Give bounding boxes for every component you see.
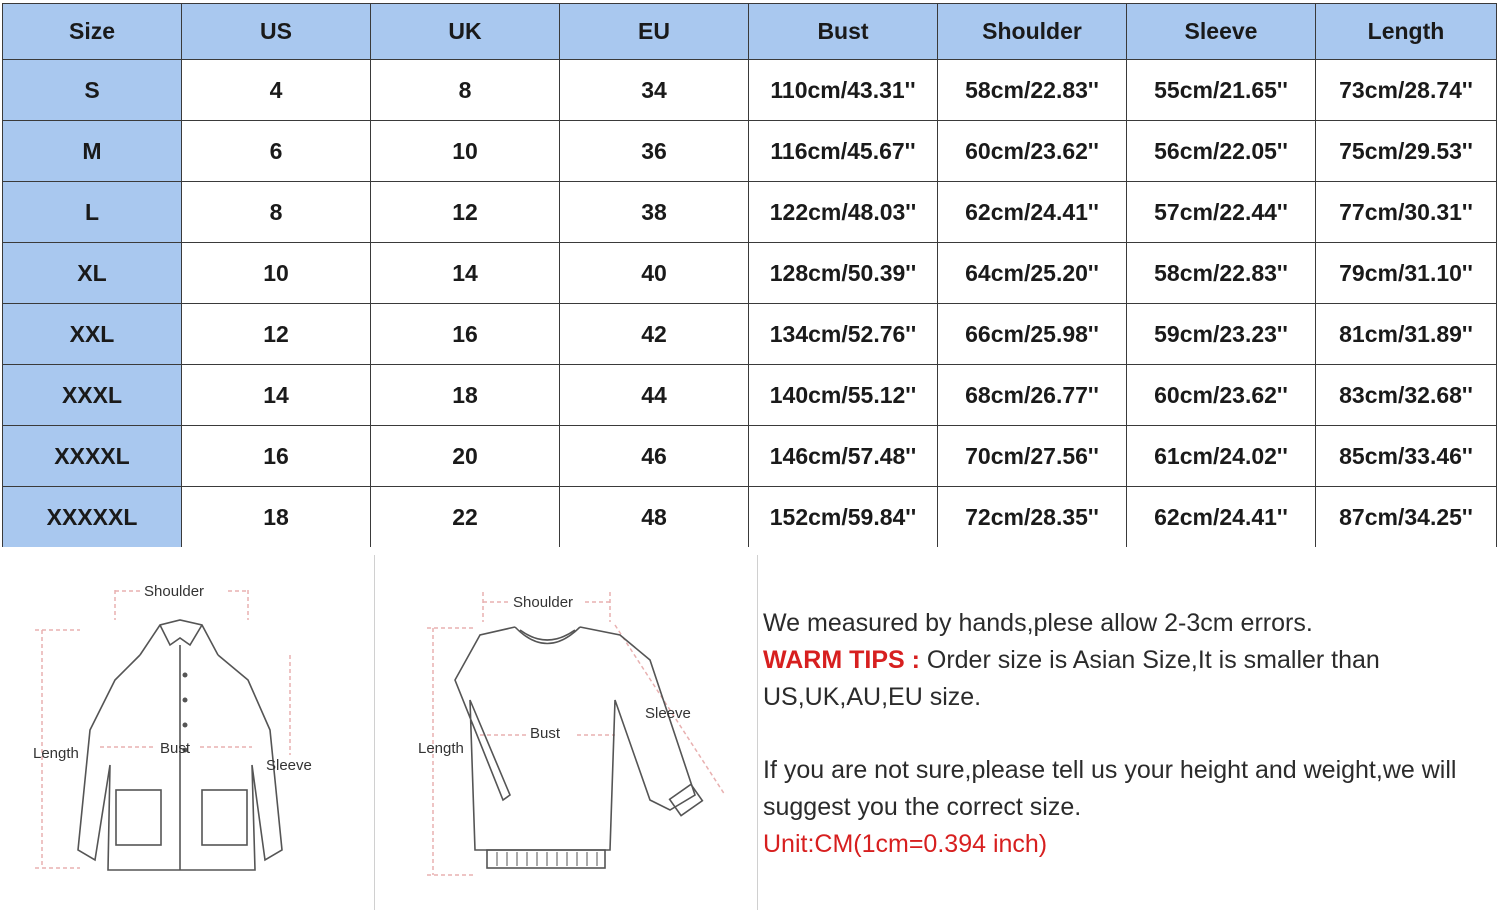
- table-row: [3, 121, 1497, 182]
- table-cell: 62cm/24.41'': [1127, 487, 1316, 548]
- table-cell: 83cm/32.68'': [1316, 365, 1497, 426]
- column-header-sleeve: Sleeve: [1127, 4, 1316, 60]
- table-row: [3, 365, 1497, 426]
- column-header-us: US: [182, 4, 371, 60]
- table-cell: 72cm/28.35'': [938, 487, 1127, 548]
- table-cell: 16: [371, 304, 560, 365]
- size-cell: XXXXL: [3, 426, 182, 487]
- column-header-size: Size: [3, 4, 182, 60]
- table-cell: 14: [371, 243, 560, 304]
- table-cell: 79cm/31.10'': [1316, 243, 1497, 304]
- warm-tips-text: Order size is Asian Size,It is smaller than US,UK,AU,EU size.: [763, 646, 1380, 711]
- table-cell: 56cm/22.05'': [1127, 121, 1316, 182]
- table-cell: 36: [560, 121, 749, 182]
- size-cell: S: [3, 60, 182, 121]
- table-cell: 40: [560, 243, 749, 304]
- column-header-eu: EU: [560, 4, 749, 60]
- table-cell: 8: [371, 60, 560, 121]
- table-row: [3, 60, 1497, 121]
- sweater-measurement-diagram: [405, 550, 745, 910]
- table-cell: 46: [560, 426, 749, 487]
- jacket-length-label: Length: [33, 745, 79, 762]
- table-cell: 81cm/31.89'': [1316, 304, 1497, 365]
- table-cell: 116cm/45.67'': [749, 121, 938, 182]
- table-cell: 134cm/52.76'': [749, 304, 938, 365]
- size-cell: XXXL: [3, 365, 182, 426]
- table-cell: 87cm/34.25'': [1316, 487, 1497, 548]
- table-cell: 18: [182, 487, 371, 548]
- size-cell: XL: [3, 243, 182, 304]
- table-cell: 18: [371, 365, 560, 426]
- table-cell: 75cm/29.53'': [1316, 121, 1497, 182]
- table-cell: 42: [560, 304, 749, 365]
- column-header-bust: Bust: [749, 4, 938, 60]
- table-cell: 146cm/57.48'': [749, 426, 938, 487]
- warm-tips-label: WARM TIPS :: [763, 646, 920, 674]
- table-cell: 60cm/23.62'': [1127, 365, 1316, 426]
- diagram-divider-right: [757, 555, 758, 910]
- size-cell: XXL: [3, 304, 182, 365]
- table-cell: 10: [182, 243, 371, 304]
- table-cell: 12: [182, 304, 371, 365]
- table-cell: 128cm/50.39'': [749, 243, 938, 304]
- column-header-length: Length: [1316, 4, 1497, 60]
- table-cell: 6: [182, 121, 371, 182]
- table-row: [3, 243, 1497, 304]
- table-cell: 68cm/26.77'': [938, 365, 1127, 426]
- size-chart-table: [2, 3, 1497, 547]
- table-cell: 20: [371, 426, 560, 487]
- size-cell: XXXXXL: [3, 487, 182, 548]
- table-cell: 60cm/23.62'': [938, 121, 1127, 182]
- table-cell: 110cm/43.31'': [749, 60, 938, 121]
- size-suggestion-note: If you are not sure,please tell us your height and weight,we will suggest you the correct size.: [763, 756, 1457, 821]
- table-header-row: [3, 4, 1497, 60]
- jacket-shoulder-label: Shoulder: [144, 583, 205, 600]
- size-cell: M: [3, 121, 182, 182]
- sweater-sleeve-label: Sleeve: [645, 705, 691, 722]
- size-cell: L: [3, 182, 182, 243]
- table-body: [3, 60, 1497, 548]
- diagram-divider-left: [374, 555, 375, 910]
- table-cell: 8: [182, 182, 371, 243]
- table-cell: 66cm/25.98'': [938, 304, 1127, 365]
- table-cell: 34: [560, 60, 749, 121]
- jacket-measurement-diagram: [20, 550, 365, 910]
- table-cell: 38: [560, 182, 749, 243]
- measurement-note: We measured by hands,plese allow 2-3cm errors.: [763, 609, 1313, 637]
- table-row: [3, 182, 1497, 243]
- column-header-shoulder: Shoulder: [938, 4, 1127, 60]
- table-cell: 22: [371, 487, 560, 548]
- table-cell: 152cm/59.84'': [749, 487, 938, 548]
- sweater-length-label: Length: [418, 740, 464, 757]
- table-cell: 48: [560, 487, 749, 548]
- table-cell: 77cm/30.31'': [1316, 182, 1497, 243]
- table-cell: 57cm/22.44'': [1127, 182, 1316, 243]
- table-cell: 70cm/27.56'': [938, 426, 1127, 487]
- table-cell: 16: [182, 426, 371, 487]
- table-cell: 12: [371, 182, 560, 243]
- table-row: [3, 426, 1497, 487]
- table-cell: 61cm/24.02'': [1127, 426, 1316, 487]
- jacket-sleeve-label: Sleeve: [266, 757, 312, 774]
- unit-note: Unit:CM(1cm=0.394 inch): [763, 830, 1048, 858]
- table-cell: 55cm/21.65'': [1127, 60, 1316, 121]
- table-cell: 64cm/25.20'': [938, 243, 1127, 304]
- table-cell: 59cm/23.23'': [1127, 304, 1316, 365]
- table-cell: 58cm/22.83'': [1127, 243, 1316, 304]
- table-cell: 44: [560, 365, 749, 426]
- sweater-shoulder-label: Shoulder: [513, 594, 574, 611]
- warm-tips: [763, 642, 1493, 716]
- table-cell: 140cm/55.12'': [749, 365, 938, 426]
- table-row: [3, 304, 1497, 365]
- column-header-uk: UK: [371, 4, 560, 60]
- table-cell: 14: [182, 365, 371, 426]
- table-row: [3, 487, 1497, 548]
- table-cell: 4: [182, 60, 371, 121]
- table-cell: 62cm/24.41'': [938, 182, 1127, 243]
- table-cell: 122cm/48.03'': [749, 182, 938, 243]
- table-cell: 85cm/33.46'': [1316, 426, 1497, 487]
- size-notes: [763, 605, 1493, 863]
- table-cell: 58cm/22.83'': [938, 60, 1127, 121]
- table-cell: 10: [371, 121, 560, 182]
- sweater-bust-label: Bust: [530, 725, 561, 742]
- table-cell: 73cm/28.74'': [1316, 60, 1497, 121]
- jacket-bust-label: Bust: [160, 740, 191, 757]
